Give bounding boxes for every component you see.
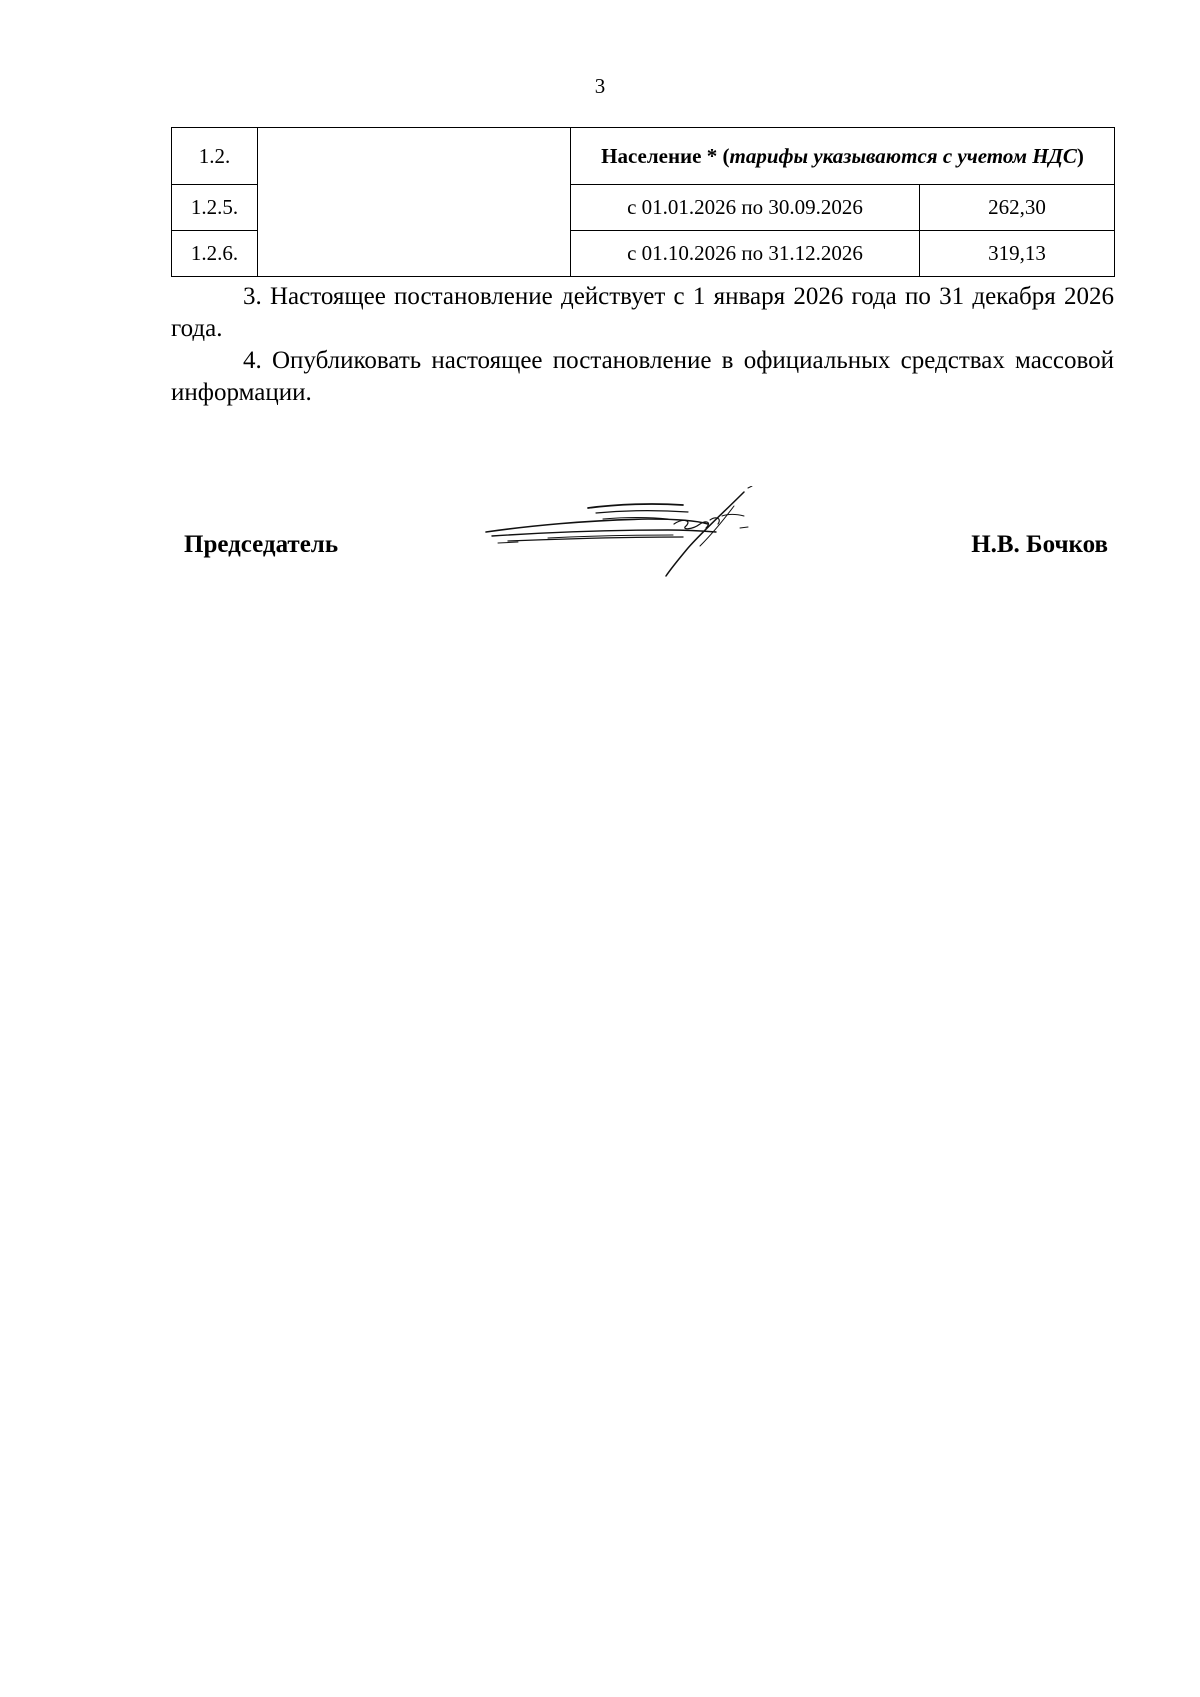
row-number: 1.2. (172, 128, 258, 185)
group-title-text: Население * ( (601, 143, 730, 168)
page-number: 3 (594, 74, 606, 98)
paragraph-validity: 3. Настоящее постановление действует с 1 января 2026 года по 31 декабря 2026 года. (171, 283, 1114, 342)
tariff-value: 262,30 (920, 185, 1115, 231)
signature-name: Н.В. Бочков (971, 531, 1108, 558)
group-title-note: тарифы указываются с учетом НДС (729, 143, 1077, 168)
group-title-close: ) (1076, 143, 1084, 168)
period-cell: с 01.10.2026 по 31.12.2026 (571, 231, 920, 277)
table-row (172, 128, 1115, 185)
row-number: 1.2.5. (172, 185, 258, 231)
signature-title: Председатель (184, 531, 339, 558)
row-number: 1.2.6. (172, 231, 258, 277)
tariff-value: 319,13 (920, 231, 1115, 277)
empty-cell (258, 128, 571, 277)
tariff-table (171, 127, 1115, 277)
group-title (571, 128, 1115, 185)
paragraph-publish: 4. Опубликовать настоящее постановление в официальных средствах массовой информации. (171, 347, 1114, 406)
period-cell: с 01.01.2026 по 30.09.2026 (571, 185, 920, 231)
handwritten-signature (478, 486, 778, 582)
